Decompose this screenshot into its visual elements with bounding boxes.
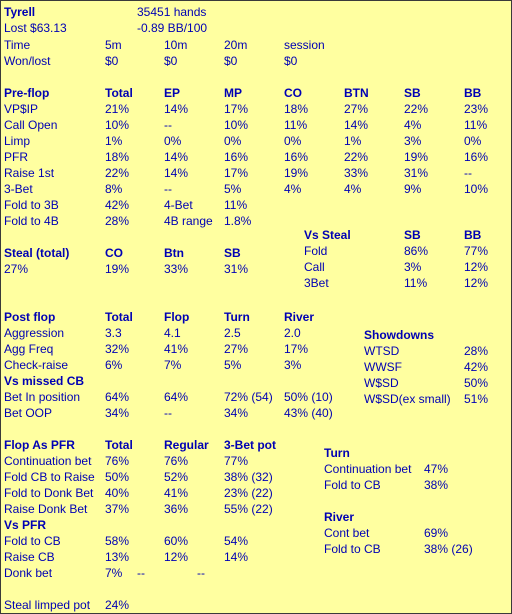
vs-pfr-row-label: Raise CB [4, 550, 55, 564]
vs-steal-cell: 12% [464, 260, 489, 274]
preflop-header-mp: MP [224, 86, 242, 100]
vs-steal-cell: 77% [464, 244, 489, 258]
missed-cb-cell: 34% [224, 406, 249, 420]
flop-pfr-cell: 40% [105, 486, 130, 500]
flop-pfr-title: Flop As PFR [4, 438, 75, 452]
preflop-cell: 0% [224, 134, 242, 148]
postflop-row-label: Aggression [4, 326, 65, 340]
preflop-row-label: 3-Bet [4, 182, 33, 196]
preflop-title: Pre-flop [4, 86, 50, 100]
missed-cb-cell: 34% [105, 406, 130, 420]
preflop-cell: 14% [164, 102, 189, 116]
vs-steal-cell: 11% [404, 276, 428, 290]
preflop-cell: 19% [404, 150, 429, 164]
steal-title: Steal (total) [4, 246, 70, 260]
time-header-5m: 5m [105, 38, 122, 52]
preflop-cell: 19% [284, 166, 309, 180]
postflop-header-turn: Turn [224, 310, 250, 324]
vs-steal-cell: 86% [404, 244, 429, 258]
preflop-cell: 9% [404, 182, 422, 196]
vs-pfr-title: Vs PFR [4, 518, 47, 532]
river-value: 38% (26) [424, 542, 473, 556]
vs-steal-cell: 12% [464, 276, 489, 290]
missed-cb-row-label: Bet In position [4, 390, 81, 404]
postflop-cell: 17% [284, 342, 309, 356]
preflop-cell: 11% [284, 118, 308, 132]
postflop-cell: 27% [224, 342, 249, 356]
postflop-cell: 4.1 [164, 326, 181, 340]
turn-value: 38% [424, 478, 449, 492]
vs-steal-header-bb: BB [464, 228, 482, 242]
preflop-cell: 10% [105, 118, 130, 132]
vs-pfr-cell: 58% [105, 534, 130, 548]
showdown-label: W$SD [364, 376, 399, 390]
postflop-cell: 41% [164, 342, 189, 356]
preflop-cell: 16% [284, 150, 309, 164]
preflop-cell: 18% [105, 150, 130, 164]
turn-row-label: Fold to CB [324, 478, 381, 492]
vs-steal-row-label: 3Bet [304, 276, 329, 290]
vs-steal-row-label: Fold [304, 244, 328, 258]
vs-pfr-cell: 54% [224, 534, 249, 548]
steal-cell: 19% [105, 262, 130, 276]
preflop-cell: 4% [284, 182, 302, 196]
missed-cb-cell: 64% [105, 390, 130, 404]
showdown-label: WWSF [364, 360, 402, 374]
fold-to-4b-label: Fold to 4B [4, 214, 59, 228]
flop-pfr-cell: 55% (22) [224, 502, 273, 516]
time-label: Time [4, 38, 31, 52]
time-header-20m: 20m [224, 38, 248, 52]
player-name: Tyrell [4, 5, 36, 19]
flop-pfr-cell: 23% (22) [224, 486, 273, 500]
preflop-cell: 31% [404, 166, 429, 180]
preflop-cell: 14% [164, 150, 189, 164]
steal-header-btn: Btn [164, 246, 184, 260]
preflop-cell: 1% [105, 134, 123, 148]
postflop-header-flop: Flop [164, 310, 190, 324]
four-bet-value: 11% [224, 198, 248, 212]
four-bet-label: 4-Bet [164, 198, 193, 212]
flop-pfr-cell: 52% [164, 470, 189, 484]
steal-header-sb: SB [224, 246, 241, 260]
flop-pfr-cell: 37% [105, 502, 130, 516]
postflop-cell: 3.3 [105, 326, 122, 340]
preflop-cell: 18% [284, 102, 309, 116]
preflop-cell: 21% [105, 102, 130, 116]
preflop-row-label: Limp [4, 134, 31, 148]
preflop-header-btn: BTN [344, 86, 369, 100]
vs-pfr-cell: 12% [164, 550, 189, 564]
vs-steal-row-label: Call [304, 260, 325, 274]
preflop-cell: 14% [344, 118, 369, 132]
time-header-session: session [284, 38, 325, 52]
steal-limped-pot-value: 24% [105, 598, 130, 612]
flop-pfr-cell: 36% [164, 502, 189, 516]
won-lost-value: $0 [224, 54, 238, 68]
preflop-header-sb: SB [404, 86, 421, 100]
preflop-row-label: Call Open [4, 118, 58, 132]
preflop-cell: 23% [464, 102, 489, 116]
preflop-header-total: Total [105, 86, 133, 100]
flop-pfr-header-regular: Regular [164, 438, 209, 452]
vs-steal-title: Vs Steal [304, 228, 351, 242]
vs-pfr-cell: 60% [164, 534, 189, 548]
preflop-header-bb: BB [464, 86, 482, 100]
preflop-cell: 17% [224, 166, 249, 180]
river-row-label: Fold to CB [324, 542, 381, 556]
postflop-cell: 2.5 [224, 326, 241, 340]
preflop-row-label: Raise 1st [4, 166, 55, 180]
postflop-cell: 7% [164, 358, 182, 372]
four-b-range-value: 1.8% [224, 214, 252, 228]
won-lost-value: $0 [105, 54, 119, 68]
flop-pfr-header-3bet-pot: 3-Bet pot [224, 438, 276, 452]
postflop-cell: 6% [105, 358, 123, 372]
postflop-title: Post flop [4, 310, 56, 324]
preflop-cell: 1% [344, 134, 362, 148]
showdown-value: 28% [464, 344, 489, 358]
preflop-cell: 16% [224, 150, 249, 164]
preflop-cell: 22% [344, 150, 369, 164]
preflop-cell: 16% [464, 150, 489, 164]
won-lost-value: $0 [164, 54, 178, 68]
flop-pfr-cell: 76% [164, 454, 189, 468]
won-lost-label: Won/lost [4, 54, 51, 68]
vs-pfr-cell: 13% [105, 550, 130, 564]
vs-pfr-row-label: Fold to CB [4, 534, 61, 548]
hand-count: 35451 hands [137, 5, 207, 19]
steal-limped-pot-label: Steal limped pot [4, 598, 91, 612]
showdown-value: 51% [464, 392, 489, 406]
preflop-cell: -- [164, 118, 172, 132]
turn-title: Turn [324, 446, 350, 460]
donk-bet-cell: 7% [105, 566, 123, 580]
donk-bet-cell: -- [137, 566, 145, 580]
river-value: 69% [424, 526, 449, 540]
preflop-cell: 27% [344, 102, 369, 116]
won-lost-value: $0 [284, 54, 298, 68]
missed-cb-cell: -- [164, 406, 172, 420]
showdowns-title: Showdowns [364, 328, 434, 342]
preflop-cell: 22% [404, 102, 429, 116]
flop-pfr-cell: 50% [105, 470, 130, 484]
postflop-cell: 32% [105, 342, 130, 356]
four-b-range-label: 4B range [164, 214, 213, 228]
preflop-cell: 0% [164, 134, 182, 148]
preflop-header-co: CO [284, 86, 302, 100]
showdown-label: WTSD [364, 344, 400, 358]
preflop-cell: 17% [224, 102, 249, 116]
postflop-row-label: Agg Freq [4, 342, 54, 356]
vs-steal-cell: 3% [404, 260, 422, 274]
session-result: Lost $63.13 [4, 21, 67, 35]
missed-cb-cell: 72% (54) [224, 390, 273, 404]
missed-cb-cell: 50% (10) [284, 390, 333, 404]
turn-value: 47% [424, 462, 449, 476]
postflop-cell: 3% [284, 358, 302, 372]
postflop-header-total: Total [105, 310, 133, 324]
postflop-cell: 5% [224, 358, 242, 372]
missed-cb-row-label: Bet OOP [4, 406, 53, 420]
preflop-row-label: VP$IP [4, 102, 39, 116]
preflop-cell: 4% [404, 118, 422, 132]
preflop-cell: 10% [464, 182, 489, 196]
flop-pfr-cell: 41% [164, 486, 189, 500]
preflop-cell: 14% [164, 166, 189, 180]
preflop-header-ep: EP [164, 86, 181, 100]
postflop-header-river: River [284, 310, 315, 324]
fold-to-4b-value: 28% [105, 214, 130, 228]
postflop-row-label: Check-raise [4, 358, 69, 372]
river-row-label: Cont bet [324, 526, 370, 540]
vs-steal-header-sb: SB [404, 228, 421, 242]
bb-per-100: -0.89 BB/100 [137, 21, 208, 35]
steal-total-value: 27% [4, 262, 29, 276]
preflop-cell: 4% [344, 182, 362, 196]
steal-cell: 31% [224, 262, 249, 276]
preflop-cell: 3% [404, 134, 422, 148]
preflop-cell: 0% [284, 134, 302, 148]
fold-to-3b-label: Fold to 3B [4, 198, 59, 212]
steal-cell: 33% [164, 262, 189, 276]
donk-bet-label: Donk bet [4, 566, 53, 580]
preflop-cell: 0% [464, 134, 482, 148]
flop-pfr-row-label: Fold to Donk Bet [4, 486, 94, 500]
missed-cb-cell: 43% (40) [284, 406, 333, 420]
flop-pfr-cell: 77% [224, 454, 249, 468]
preflop-cell: -- [464, 166, 472, 180]
preflop-cell: 10% [224, 118, 249, 132]
flop-pfr-row-label: Continuation bet [4, 454, 92, 468]
showdown-value: 50% [464, 376, 489, 390]
donk-bet-cell: -- [197, 566, 205, 580]
preflop-cell: 5% [224, 182, 242, 196]
showdown-value: 42% [464, 360, 489, 374]
preflop-cell: -- [164, 182, 172, 196]
preflop-cell: 22% [105, 166, 130, 180]
vs-pfr-cell: 14% [224, 550, 249, 564]
showdown-label: W$SD(ex small) [364, 392, 451, 406]
river-title: River [324, 510, 355, 524]
missed-cb-cell: 64% [164, 390, 189, 404]
flop-pfr-row-label: Raise Donk Bet [4, 502, 88, 516]
preflop-cell: 33% [344, 166, 369, 180]
flop-pfr-cell: 76% [105, 454, 130, 468]
flop-pfr-header-total: Total [105, 438, 133, 452]
postflop-cell: 2.0 [284, 326, 301, 340]
flop-pfr-row-label: Fold CB to Raise [4, 470, 95, 484]
time-header-10m: 10m [164, 38, 188, 52]
steal-header-co: CO [105, 246, 123, 260]
preflop-cell: 8% [105, 182, 123, 196]
preflop-row-label: PFR [4, 150, 28, 164]
flop-pfr-cell: 38% (32) [224, 470, 273, 484]
preflop-cell: 11% [464, 118, 488, 132]
fold-to-3b-value: 42% [105, 198, 130, 212]
turn-row-label: Continuation bet [324, 462, 412, 476]
vs-missed-cb-title: Vs missed CB [4, 374, 85, 388]
